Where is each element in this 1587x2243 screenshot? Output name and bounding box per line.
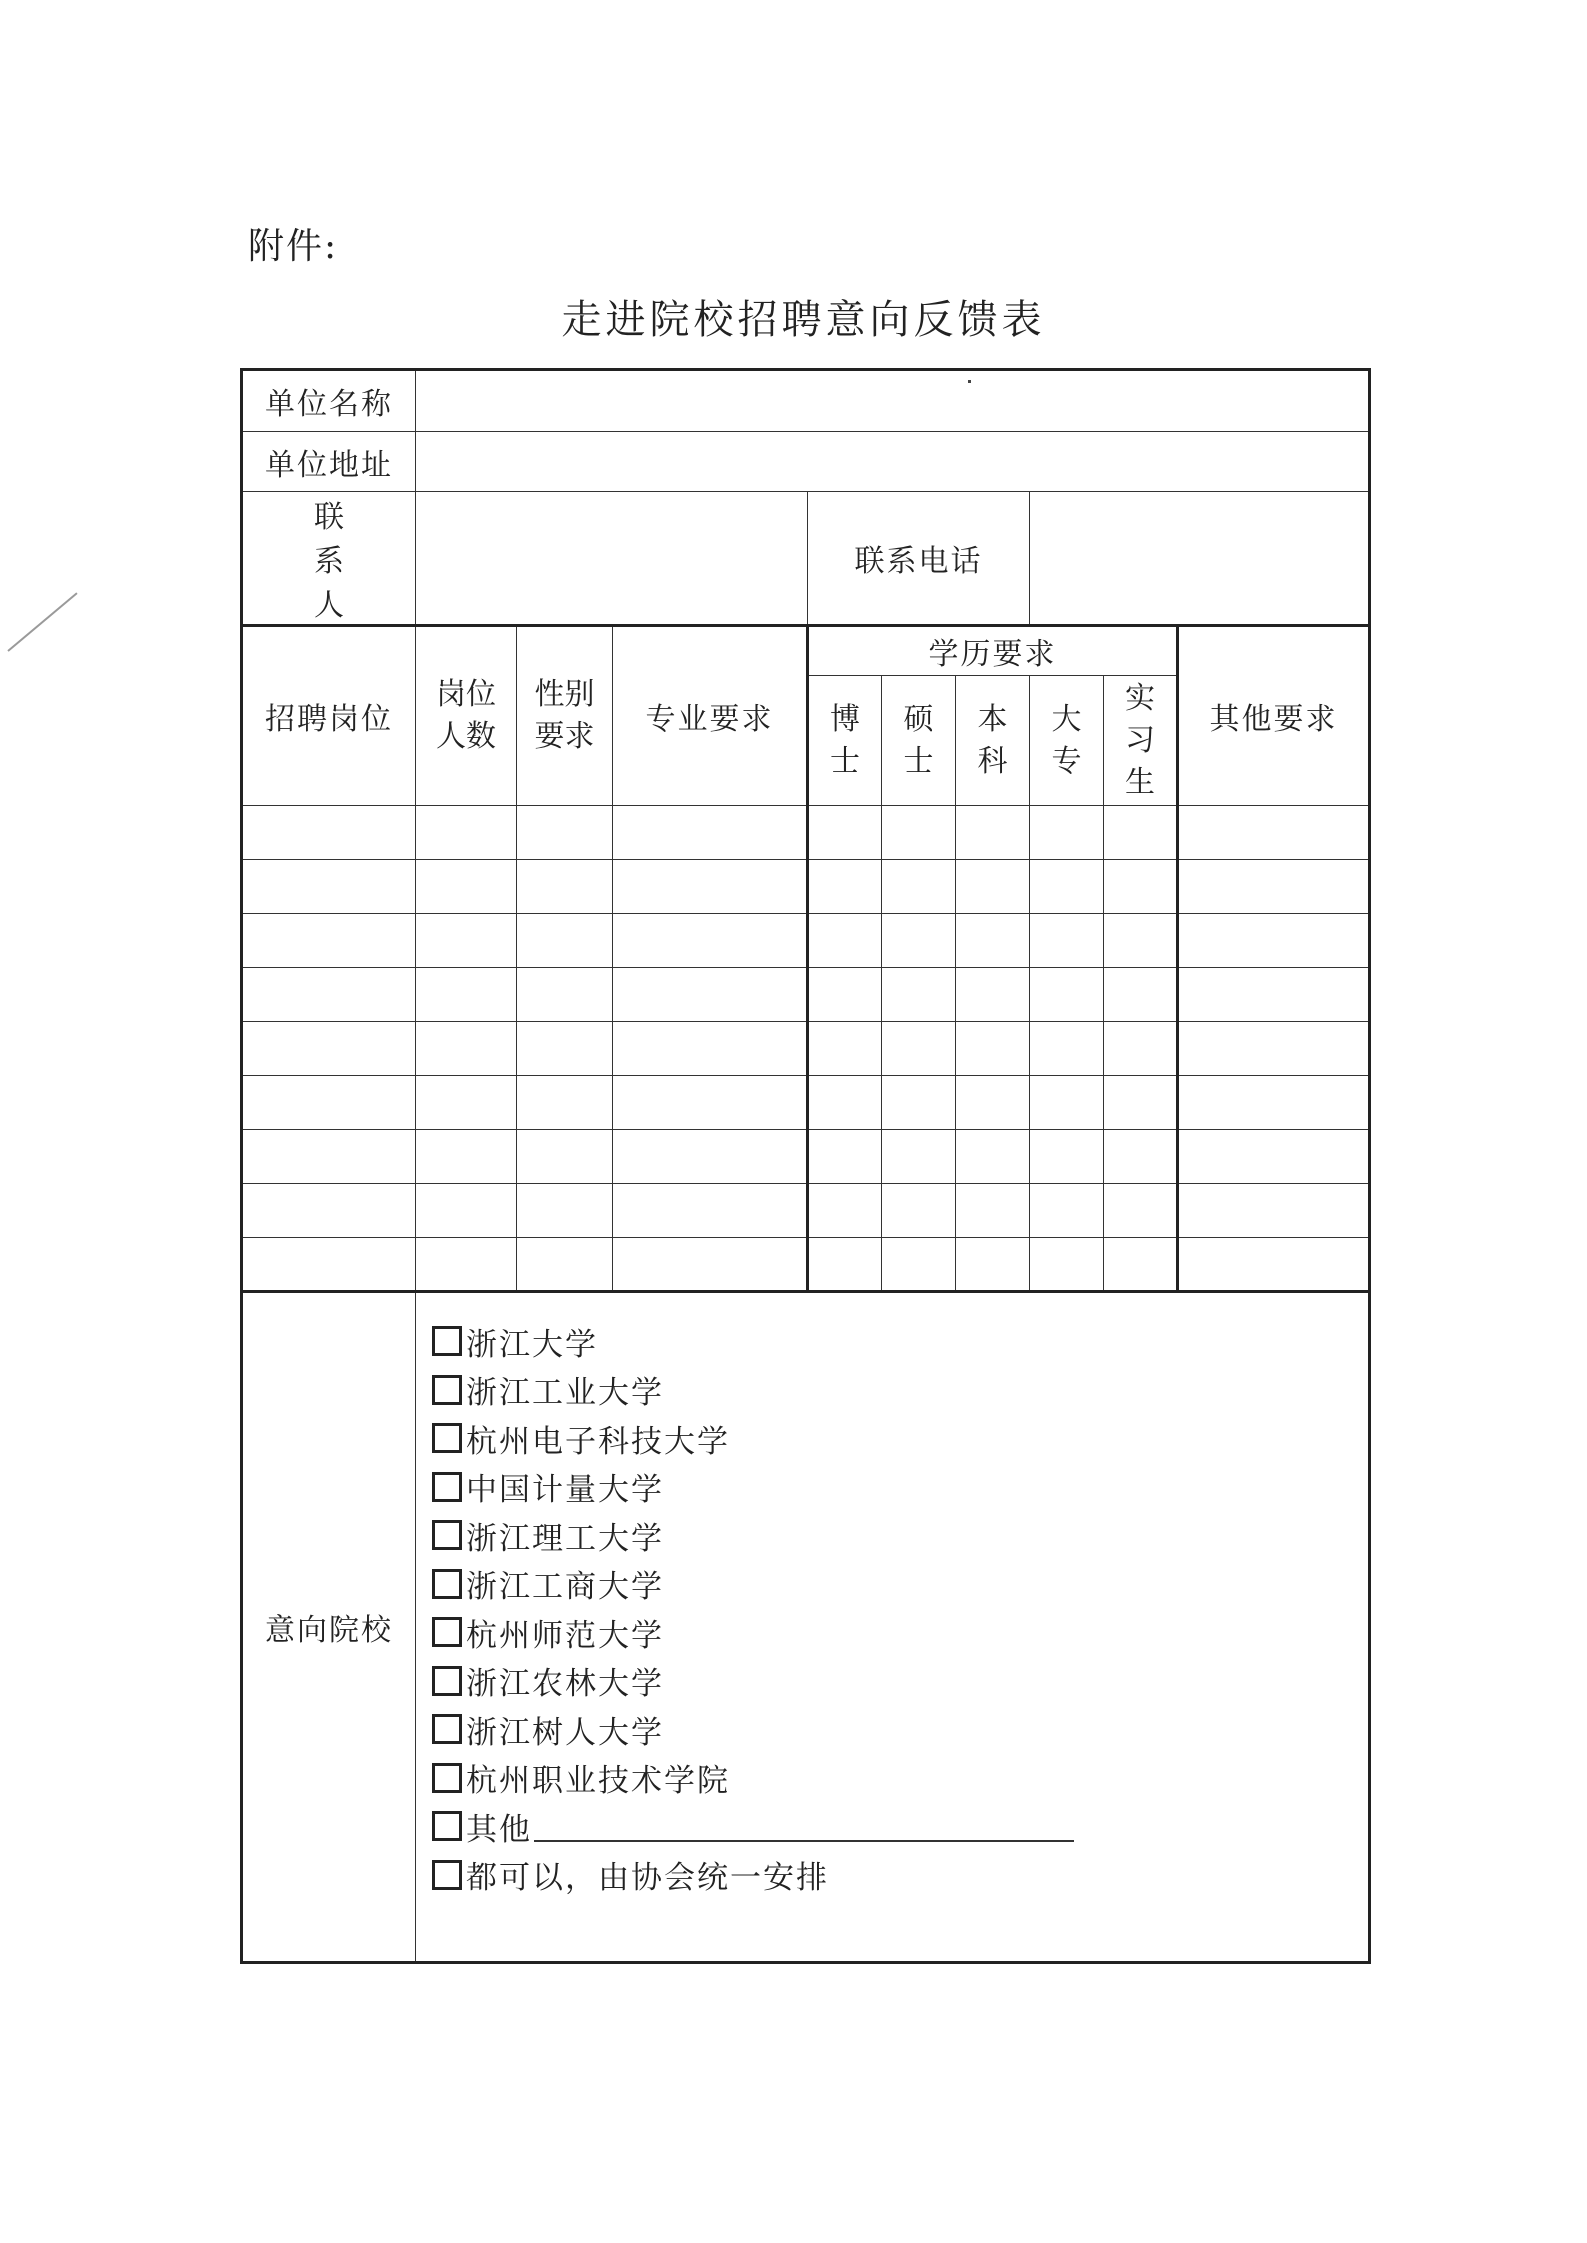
cell[interactable] (517, 914, 613, 968)
position-row (242, 914, 1370, 968)
cell[interactable] (1178, 860, 1370, 914)
cell[interactable] (416, 1076, 517, 1130)
contact-phone-field[interactable] (1030, 492, 1370, 626)
contact-person-field[interactable] (416, 492, 808, 626)
position-row (242, 1022, 1370, 1076)
cell[interactable] (882, 806, 956, 860)
cell[interactable] (808, 1022, 882, 1076)
cell[interactable] (517, 1022, 613, 1076)
cell[interactable] (808, 1184, 882, 1238)
cell[interactable] (517, 1184, 613, 1238)
cell[interactable] (613, 860, 808, 914)
position-row (242, 1184, 1370, 1238)
checkbox-icon[interactable] (432, 1617, 462, 1647)
school-name: 其他 (466, 1811, 532, 1848)
cell[interactable] (613, 806, 808, 860)
cell[interactable] (517, 1076, 613, 1130)
cell[interactable] (613, 1184, 808, 1238)
school-name: 杭州师范大学 (466, 1617, 664, 1654)
other-fill-line[interactable] (534, 1810, 1074, 1842)
school-option[interactable] (432, 1608, 1368, 1657)
row-unit-name (242, 370, 1370, 432)
checkbox-icon[interactable] (432, 1860, 462, 1890)
school-option[interactable] (432, 1657, 1368, 1706)
cell[interactable] (956, 1130, 1030, 1184)
cell[interactable] (613, 914, 808, 968)
school-name: 浙江大学 (466, 1326, 598, 1363)
cell[interactable] (416, 968, 517, 1022)
school-name: 浙江工商大学 (466, 1569, 664, 1606)
school-name: 浙江工业大学 (466, 1375, 664, 1412)
cell[interactable] (1030, 1130, 1104, 1184)
cell[interactable] (882, 1130, 956, 1184)
intern-line3: 生 (1125, 764, 1155, 800)
position-row (242, 1238, 1370, 1292)
intern-line1: 实 (1125, 680, 1155, 716)
cell[interactable] (242, 1184, 416, 1238)
cell[interactable] (1030, 914, 1104, 968)
cell[interactable] (808, 914, 882, 968)
position-row (242, 860, 1370, 914)
cell[interactable] (242, 1076, 416, 1130)
checkbox-icon[interactable] (432, 1569, 462, 1599)
cell[interactable] (242, 860, 416, 914)
unit-address-field[interactable] (416, 432, 1370, 492)
unit-name-label: 单位名称 (242, 370, 416, 432)
position-row (242, 806, 1370, 860)
school-option-other[interactable] (432, 1802, 1368, 1851)
school-name: 浙江理工大学 (466, 1520, 664, 1557)
position-row (242, 968, 1370, 1022)
checkbox-icon[interactable] (432, 1811, 462, 1841)
school-name: 都可以，由协会统一安排 (466, 1860, 829, 1897)
school-option-any[interactable] (432, 1851, 1368, 1900)
phd-line2: 士 (830, 743, 860, 779)
cell[interactable] (1030, 806, 1104, 860)
cell[interactable] (808, 860, 882, 914)
college-header (1030, 676, 1104, 806)
gender-header-line2: 要求 (534, 719, 595, 754)
cell[interactable] (242, 968, 416, 1022)
cell[interactable] (1104, 1076, 1178, 1130)
cell[interactable] (242, 806, 416, 860)
intern-line2: 习 (1125, 722, 1155, 758)
cell[interactable] (882, 1022, 956, 1076)
cell[interactable] (1178, 806, 1370, 860)
cell[interactable] (1178, 968, 1370, 1022)
checkbox-icon[interactable] (432, 1423, 462, 1453)
checkbox-icon[interactable] (432, 1326, 462, 1356)
row-unit-address (242, 432, 1370, 492)
cell[interactable] (242, 1130, 416, 1184)
other-header: 其他要求 (1178, 626, 1370, 806)
position-header: 招聘岗位 (242, 626, 416, 806)
phd-header (808, 676, 882, 806)
school-name: 中国计量大学 (466, 1472, 664, 1509)
gender-header (517, 626, 613, 806)
checkbox-icon[interactable] (432, 1763, 462, 1793)
cell[interactable] (517, 968, 613, 1022)
cell[interactable] (613, 1022, 808, 1076)
college-line1: 大 (1051, 701, 1082, 737)
cell[interactable] (808, 1076, 882, 1130)
school-option[interactable] (432, 1754, 1368, 1803)
master-line2: 士 (903, 743, 934, 779)
cell[interactable] (882, 1076, 956, 1130)
row-contact (242, 492, 1370, 626)
cell[interactable] (1030, 1076, 1104, 1130)
cell[interactable] (1030, 1022, 1104, 1076)
intended-schools-row (242, 1292, 1370, 1963)
cell[interactable] (242, 914, 416, 968)
cell[interactable] (882, 968, 956, 1022)
school-option[interactable] (432, 1414, 1368, 1463)
master-line1: 硕 (903, 701, 934, 737)
cell[interactable] (1178, 1130, 1370, 1184)
cell[interactable] (416, 1130, 517, 1184)
cell[interactable] (1104, 914, 1178, 968)
cell[interactable] (956, 806, 1030, 860)
intern-header (1104, 676, 1178, 806)
position-row (242, 1076, 1370, 1130)
cell[interactable] (242, 1238, 416, 1292)
cell[interactable] (882, 914, 956, 968)
checkbox-icon[interactable] (432, 1714, 462, 1744)
school-options (416, 1292, 1370, 1963)
cell[interactable] (613, 1238, 808, 1292)
intended-schools-label: 意向院校 (242, 1292, 416, 1963)
cell[interactable] (882, 1238, 956, 1292)
cell[interactable] (1104, 1022, 1178, 1076)
cell[interactable] (1178, 1238, 1370, 1292)
phd-line1: 博 (830, 701, 860, 737)
cell[interactable] (956, 1238, 1030, 1292)
cell[interactable] (517, 1130, 613, 1184)
cell[interactable] (808, 968, 882, 1022)
cell[interactable] (416, 1184, 517, 1238)
school-name: 浙江树人大学 (466, 1714, 664, 1751)
cell[interactable] (956, 968, 1030, 1022)
school-option[interactable] (432, 1317, 1368, 1366)
count-header-line2: 人数 (436, 719, 496, 754)
school-option[interactable] (432, 1705, 1368, 1754)
cell[interactable] (416, 860, 517, 914)
cell[interactable] (242, 1022, 416, 1076)
cell[interactable] (613, 1130, 808, 1184)
count-header (416, 626, 517, 806)
position-row (242, 1130, 1370, 1184)
major-header: 专业要求 (613, 626, 808, 806)
cell[interactable] (956, 1184, 1030, 1238)
bachelor-header (956, 676, 1030, 806)
cell[interactable] (1104, 860, 1178, 914)
cell[interactable] (1178, 1184, 1370, 1238)
checkbox-icon[interactable] (432, 1472, 462, 1502)
school-option[interactable] (432, 1560, 1368, 1609)
school-name: 杭州职业技术学院 (466, 1763, 730, 1800)
school-option[interactable] (432, 1511, 1368, 1560)
bachelor-line1: 本 (977, 701, 1008, 737)
school-option[interactable] (432, 1463, 1368, 1512)
school-name: 浙江农林大学 (466, 1666, 664, 1703)
cell[interactable] (1178, 1076, 1370, 1130)
cell[interactable] (1030, 968, 1104, 1022)
cell[interactable] (1030, 860, 1104, 914)
cell[interactable] (882, 860, 956, 914)
cell[interactable] (956, 914, 1030, 968)
cell[interactable] (1104, 1238, 1178, 1292)
school-name: 杭州电子科技大学 (466, 1423, 730, 1460)
cell[interactable] (517, 1238, 613, 1292)
recruitment-feedback-form (240, 368, 1371, 1964)
cell[interactable] (1104, 1184, 1178, 1238)
cell[interactable] (416, 1238, 517, 1292)
form-title: 走进院校招聘意向反馈表 (561, 297, 1046, 343)
bachelor-line2: 科 (977, 743, 1008, 779)
cell[interactable] (1104, 968, 1178, 1022)
checkbox-icon[interactable] (432, 1666, 462, 1696)
scan-scratch (7, 592, 77, 651)
cell[interactable] (808, 1130, 882, 1184)
cell[interactable] (1178, 1022, 1370, 1076)
college-line2: 专 (1051, 743, 1082, 779)
cell[interactable] (1104, 1130, 1178, 1184)
cell[interactable] (956, 860, 1030, 914)
cell[interactable] (882, 1184, 956, 1238)
cell[interactable] (416, 1022, 517, 1076)
checkbox-icon[interactable] (432, 1375, 462, 1405)
cell[interactable] (416, 806, 517, 860)
cell[interactable] (613, 968, 808, 1022)
cell[interactable] (416, 914, 517, 968)
school-option[interactable] (432, 1366, 1368, 1415)
unit-name-field[interactable] (416, 370, 1370, 432)
master-header (882, 676, 956, 806)
education-header: 学历要求 (808, 626, 1178, 676)
cell[interactable] (808, 1238, 882, 1292)
header-row-1 (242, 626, 1370, 676)
cell[interactable] (517, 806, 613, 860)
cell[interactable] (1104, 806, 1178, 860)
gender-header-line1: 性别 (534, 677, 595, 712)
cell[interactable] (956, 1022, 1030, 1076)
cell[interactable] (517, 860, 613, 914)
checkbox-icon[interactable] (432, 1520, 462, 1550)
cell[interactable] (956, 1076, 1030, 1130)
count-header-line1: 岗位 (436, 677, 496, 712)
cell[interactable] (1030, 1184, 1104, 1238)
contact-phone-label: 联系电话 (808, 492, 1030, 626)
attachment-label: 附件: (248, 226, 339, 267)
cell[interactable] (1030, 1238, 1104, 1292)
cell[interactable] (1178, 914, 1370, 968)
cell[interactable] (808, 806, 882, 860)
contact-person-label: 联 系 人 (242, 492, 416, 626)
cell[interactable] (613, 1076, 808, 1130)
unit-address-label: 单位地址 (242, 432, 416, 492)
